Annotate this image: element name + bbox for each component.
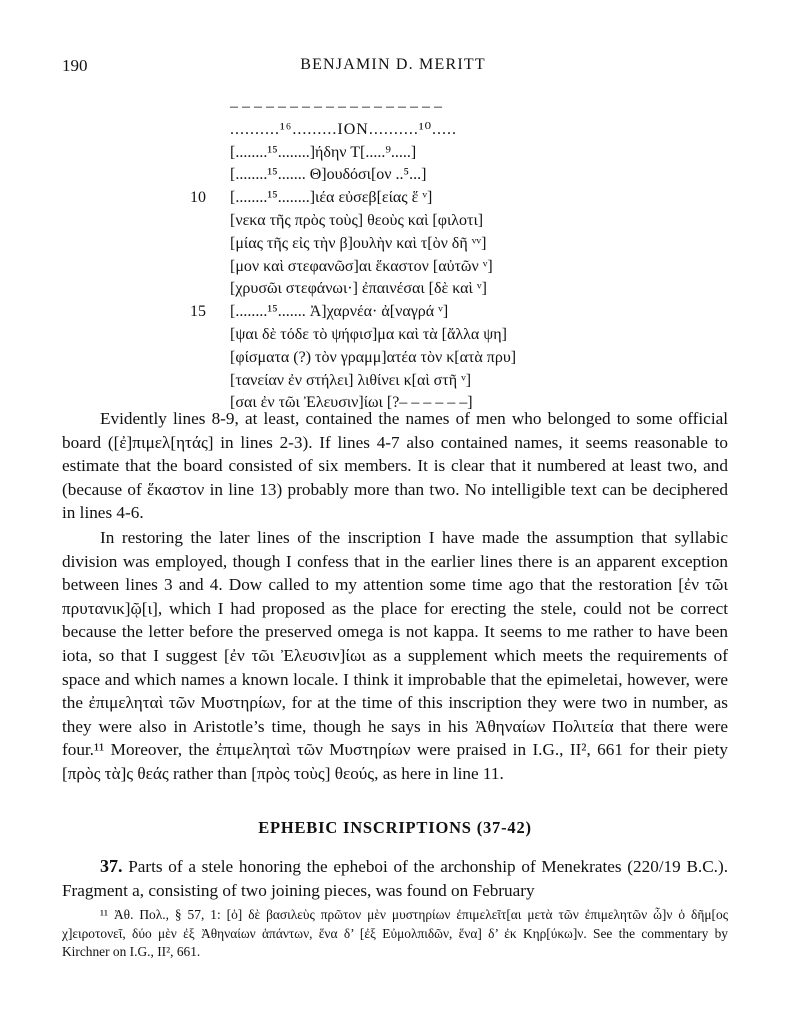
line-number: 15 <box>190 303 206 321</box>
line-text: [μον καὶ στεφανῶσ]αι ἕκαστον [αὐτῶν ᵛ] <box>230 257 493 275</box>
section-heading: EPHEBIC INSCRIPTIONS (37-42) <box>258 818 532 837</box>
inscription-text <box>190 96 590 415</box>
line-text: [........¹⁵....... Θ]ουδόσι[ον ..⁵...] <box>230 166 427 184</box>
inscription-line <box>190 301 590 324</box>
running-head: BENJAMIN D. MERITT <box>300 56 486 73</box>
inscription-line <box>190 233 590 256</box>
page-header <box>62 56 724 80</box>
line-text: [μίας τῆς εἰς τὴν β]ουλὴν καὶ τ[ὸν δῆ ᵛᵛ] <box>230 234 487 252</box>
inscription-line <box>190 256 590 279</box>
footnote: ¹¹ Ἀθ. Πολ., § 57, 1: [ὁ] δὲ βασιλεὺς πρῶτον μὲν μυστηρίων ἐπιμελεῖτ[αι μετὰ τῶν ἐπιμελητῶν ὧ]ν ὁ δῆμ[ος χ]ειροτονεῖ, δύο μὲν ἐξ Ἀθηναίων ἁπάντων, ἕνα δ’ [ἐξ Εὐμολπιδῶν, ἕνα] δ’ ἐκ Κηρ[ύκω]ν. See the commentary by Kirchner on I.G., II², 661. <box>62 907 728 960</box>
line-text: ..........¹⁶.........ΙΟΝ..........¹⁰..... <box>230 120 458 138</box>
inscription-line <box>190 370 590 393</box>
line-text: [ψαι δὲ τόδε τὸ ψήφισ]μα καὶ τὰ [ἄλλα ψη] <box>230 325 507 343</box>
entry-text: Parts of a stele honoring the epheboi of the archonship of Menekrates (220/19 B.C.). Fragment a, consisting of two joining pieces, was found on February <box>62 857 729 900</box>
line-text: [........¹⁵....... Ἀ]χαρνέα· ἀ[ναγρά ᵛ] <box>230 303 449 321</box>
line-text: [χρυσῶι στεφάνωι·] ἐπαινέσαι [δὲ καὶ ᵛ] <box>230 280 487 298</box>
page-number: 190 <box>62 56 88 75</box>
line-text: [σαι ἐν τῶι Ἐλευσιν]ίωι [?– – – – – –] <box>230 394 473 412</box>
inscription-line <box>190 324 590 347</box>
inscription-line <box>190 119 590 142</box>
inscription-line <box>190 187 590 210</box>
line-number: 10 <box>190 189 206 207</box>
inscription-line <box>190 278 590 301</box>
commentary-paragraph: Evidently lines 8-9, at least, contained the names of men who belonged to some official board ([ἐ]πιμελ[ητάς] in lines 2-3). If lines 4-7 also contained names, it seems reasonable to estimate that the board consisted of six members. It is clear that it numbered at least two, and (because of ἕκαστον in line 13) probably more than two. No intelligible text can be deciphered in lines 4-6. <box>62 409 728 523</box>
inscription-line <box>190 142 590 165</box>
inscription-line <box>190 347 590 370</box>
inscription-line <box>190 164 590 187</box>
line-text: – – – – – – – – – – – – – – – – – – <box>230 98 442 115</box>
entry-paragraph <box>62 855 728 902</box>
inscription-line <box>190 96 590 119</box>
inscription-line <box>190 210 590 233</box>
line-text: [τανείαν ἐν στήλει] λιθίνει κ[αὶ στῆ ᵛ] <box>230 371 472 389</box>
entry-number: 37. <box>100 856 123 876</box>
line-text: [φίσματα (?) τὸν γραμμ]ατέα τὸν κ[ατὰ πρυ] <box>230 348 517 366</box>
commentary-paragraph: In restoring the later lines of the inscription I have made the assumption that syllabic division was employed, though I confess that in the earlier lines there is an apparent exception between lines 3 and 4. Dow called to my attention some time ago that the restoration [ἐν τῶι πρυτανικ]ῷ[ι], which I had proposed as the place for erecting the stele, could not be correct because the letter before the preserved omega is not kappa. It seems to me rather to have been iota, so that I suggest [ἐν τῶι Ἐλευσιν]ίωι as a supplement which meets the requirements of space and which names a known locale. I think it improbable that the epimeletai, however, were the ἐπιμεληταὶ τῶν Μυστηρίων, for at the time of this inscription they were two in number, as they were also in Aristotle’s time, though he says in his Ἀθηναίων Πολιτεία that there were four.¹¹ Moreover, the ἐπιμεληταὶ τῶν Μυστηρίων were praised in I.G., II², 661 for their piety [πρὸς τὰ]ς θεάς rather than [πρὸς τοὺς] θεούς, as here in line 11. <box>62 528 728 783</box>
line-text: [νεκα τῆς πρὸς τοὺς] θεοὺς καὶ [φιλοτι] <box>230 211 484 229</box>
line-text: [........¹⁵........]ήδην Τ[.....⁹.....] <box>230 143 417 161</box>
line-text: [........¹⁵........]ιέα εὐσεβ[είας ἕ ᵛ] <box>230 189 433 207</box>
